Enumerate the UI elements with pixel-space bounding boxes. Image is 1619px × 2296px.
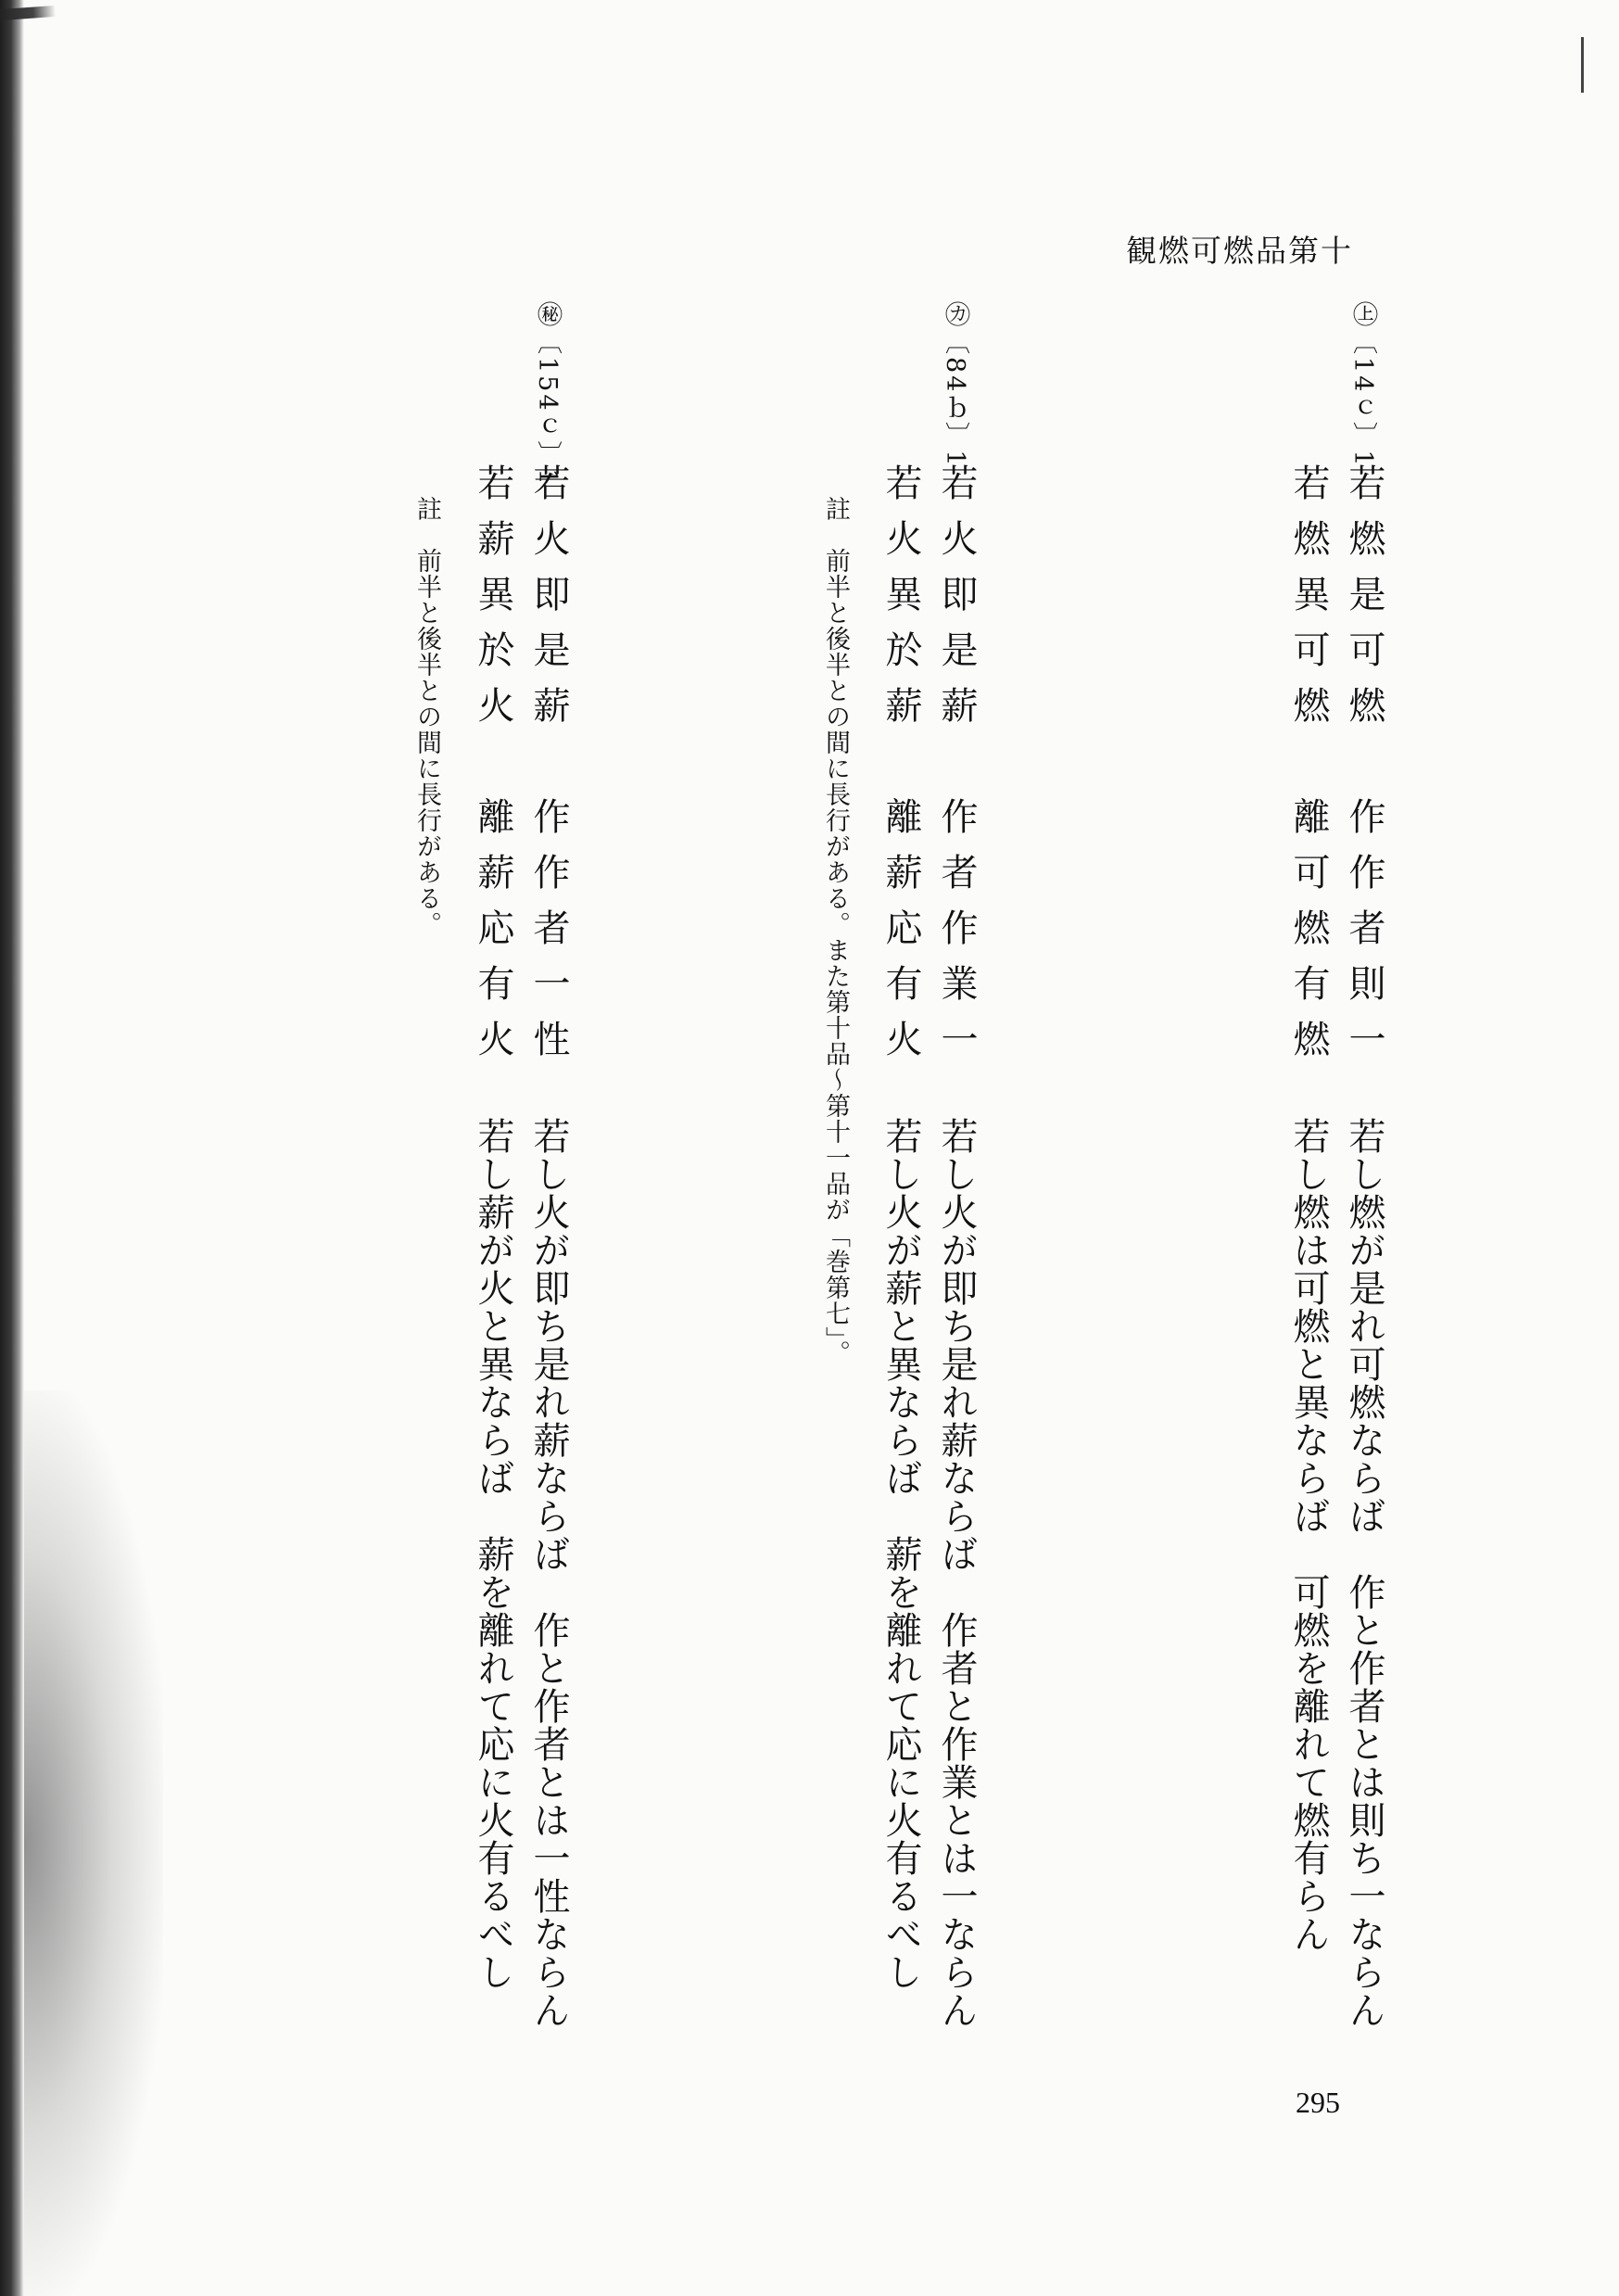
verse-line: 若火即是薪 作者作業一: [935, 463, 978, 1075]
section-reference: ㊙〔154ｃ〕1: [533, 301, 562, 488]
scan-binding-shadow: [0, 0, 24, 2296]
running-head: 観燃可燃品第十: [1126, 233, 1353, 269]
section-reference: ㋕〔84ｂ〕1: [941, 301, 969, 469]
translation-line: 若し燃が是れ可燃ならば 作と作者とは則ち一ならん: [1343, 1117, 1385, 2029]
verse-line: 若燃是可燃 作作者則一: [1343, 463, 1385, 1075]
scan-smudge: [24, 1390, 163, 2296]
translation-line: 若し薪が火と異ならば 薪を離れて応に火有るべし: [472, 1117, 514, 1991]
verse-line: 若火異於薪 離薪応有火: [879, 463, 922, 1075]
section-reference: ㊤〔14ｃ〕1: [1348, 301, 1377, 469]
verse-line: 若燃異可燃 離可燃有燃: [1287, 463, 1330, 1075]
section-note: 註 前半と後半との間に長行がある。また第十品〜第十一品が「巻第七」。: [821, 496, 850, 1366]
translation-line: 若し火が即ち是れ薪ならば 作者と作業とは一ならん: [935, 1117, 978, 2029]
scan-edge-mark: [1581, 37, 1584, 93]
translation-line: 若し火が薪と異ならば 薪を離れて応に火有るべし: [879, 1117, 922, 1991]
verse-line: 若薪異於火 離薪応有火: [472, 463, 514, 1075]
section-note: 註 前半と後半との間に長行がある。: [412, 496, 441, 937]
translation-line: 若し火が即ち是れ薪ならば 作と作者とは一性ならん: [527, 1117, 570, 2029]
translation-line: 若し燃は可燃と異ならば 可燃を離れて燃有らん: [1287, 1117, 1330, 1953]
page-number: 295: [1296, 2086, 1340, 2119]
verse-line: 若火即是薪 作作者一性: [527, 463, 570, 1075]
